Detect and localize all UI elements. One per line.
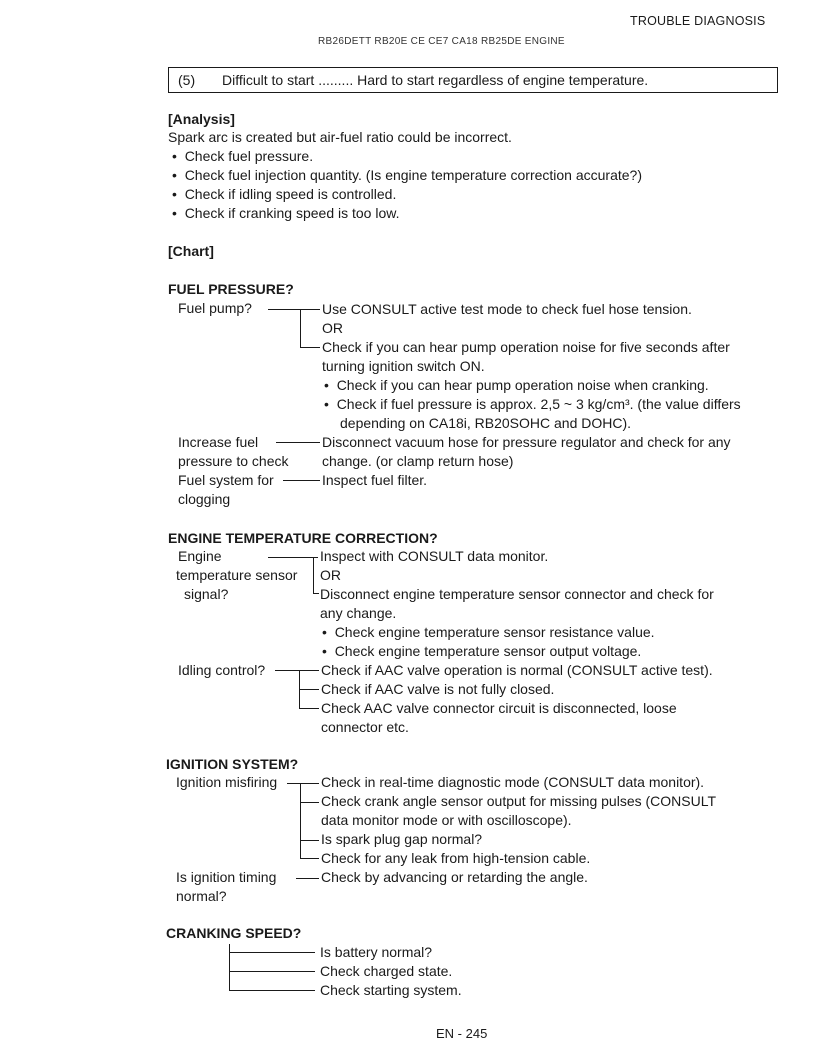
- cranking-heading: CRANKING SPEED?: [166, 925, 302, 941]
- pump-subbullet: • Check if you can hear pump operation noise when cranking.: [324, 377, 709, 393]
- pump-subbullet: • Check if fuel pressure is approx. 2,5 ~ 3 kg/cm³. (the value differs: [324, 396, 741, 412]
- page-number: EN - 245: [436, 1026, 488, 1041]
- increase-item: Disconnect vacuum hose for pressure regulator and check for any: [322, 434, 731, 450]
- increase-item: change. (or clamp return hose): [322, 453, 514, 469]
- fuel-pressure-heading: FUEL PRESSURE?: [168, 281, 294, 297]
- connector-line: [313, 593, 319, 594]
- connector-line: [299, 708, 319, 709]
- bracket-line: [229, 944, 230, 990]
- analysis-bullet: • Check if idling speed is controlled.: [172, 186, 397, 202]
- connector-line: [300, 840, 319, 841]
- connector-line: [299, 689, 319, 690]
- engine-temp-heading: ENGINE TEMPERATURE CORRECTION?: [168, 530, 438, 546]
- system-label: clogging: [178, 491, 231, 507]
- cranking-item: Is battery normal?: [320, 944, 433, 960]
- ignition-heading: IGNITION SYSTEM?: [166, 756, 299, 772]
- pump-item: turning ignition switch ON.: [322, 358, 485, 374]
- misfire-label: Ignition misfiring: [176, 774, 278, 790]
- connector-line: [296, 878, 319, 879]
- system-item: Inspect fuel filter.: [322, 472, 428, 488]
- pump-item: Use CONSULT active test mode to check fuel hose tension.: [322, 301, 692, 317]
- sensor-label: temperature sensor: [176, 567, 298, 583]
- idle-item: connector etc.: [321, 719, 409, 735]
- subbullet-text: Check engine temperature sensor resistance value.: [334, 624, 655, 640]
- pump-or: OR: [322, 320, 343, 336]
- connector-line: [229, 971, 315, 972]
- increase-label: Increase fuel: [178, 434, 259, 450]
- connector-line: [300, 858, 319, 859]
- misfire-item: Check in real-time diagnostic mode (CONSULT data monitor).: [321, 774, 705, 790]
- analysis-bullet: • Check fuel pressure.: [172, 148, 314, 164]
- connector-line: [287, 783, 319, 784]
- increase-label: pressure to check: [178, 453, 289, 469]
- timing-label: normal?: [176, 888, 227, 904]
- connector-line: [275, 670, 319, 671]
- bullet-text: Check if idling speed is controlled.: [184, 186, 397, 202]
- cranking-item: Check starting system.: [320, 982, 462, 998]
- connector-line: [300, 347, 320, 348]
- connector-line: [229, 990, 315, 991]
- connector-line: [283, 480, 320, 481]
- analysis-bullet: • Check fuel injection quantity. (Is engine temperature correction accurate?): [172, 167, 642, 183]
- bullet-text: Check fuel injection quantity. (Is engine temperature correction accurate?): [184, 167, 642, 183]
- chart-heading: [Chart]: [168, 243, 214, 259]
- sensor-subbullet: • Check engine temperature sensor resistance value.: [322, 624, 655, 640]
- sensor-item: Disconnect engine temperature sensor connector and check for: [320, 586, 714, 602]
- bullet-text: Check fuel pressure.: [184, 148, 314, 164]
- connector-line: [229, 952, 315, 953]
- bracket-line: [300, 309, 301, 348]
- subbullet-text: Check if you can hear pump operation noise when cranking.: [336, 377, 709, 393]
- bullet-text: Check if cranking speed is too low.: [184, 205, 400, 221]
- system-label: Fuel system for: [178, 472, 274, 488]
- idle-item: Check if AAC valve operation is normal (CONSULT active test).: [321, 662, 713, 678]
- bracket-line: [300, 783, 301, 859]
- analysis-intro: Spark arc is created but air-fuel ratio could be incorrect.: [168, 129, 512, 145]
- subbullet-text: Check if fuel pressure is approx. 2,5 ~ 3 kg/cm³. (the value differs: [336, 396, 741, 412]
- analysis-bullet: • Check if cranking speed is too low.: [172, 205, 400, 221]
- sensor-subbullet: • Check engine temperature sensor output voltage.: [322, 643, 642, 659]
- timing-label: Is ignition timing: [176, 869, 277, 885]
- connector-line: [268, 309, 320, 310]
- connector-line: [300, 802, 319, 803]
- idle-item: Check if AAC valve is not fully closed.: [321, 681, 555, 697]
- connector-line: [268, 557, 318, 558]
- fuel-pump-label: Fuel pump?: [178, 300, 252, 316]
- section-title: TROUBLE DIAGNOSIS: [630, 14, 766, 28]
- subbullet-text: Check engine temperature sensor output voltage.: [334, 643, 642, 659]
- engine-line: RB26DETT RB20E CE CE7 CA18 RB25DE ENGINE: [318, 36, 565, 47]
- sensor-label: Engine: [178, 548, 222, 564]
- sensor-item: any change.: [320, 605, 397, 621]
- symptom-number: (5): [178, 72, 196, 88]
- idle-item: Check AAC valve connector circuit is disconnected, loose: [321, 700, 677, 716]
- timing-item: Check by advancing or retarding the angle.: [321, 869, 588, 885]
- misfire-item: Check for any leak from high-tension cable.: [321, 850, 591, 866]
- sensor-label: signal?: [184, 586, 229, 602]
- misfire-item: data monitor mode or with oscilloscope).: [321, 812, 572, 828]
- pump-item: depending on CA18i, RB20SOHC and DOHC).: [340, 415, 632, 431]
- analysis-heading: [Analysis]: [168, 111, 235, 127]
- bracket-line: [313, 557, 314, 594]
- idle-label: Idling control?: [178, 662, 266, 678]
- connector-line: [276, 442, 320, 443]
- misfire-item: Check crank angle sensor output for missing pulses (CONSULT: [321, 793, 717, 809]
- cranking-item: Check charged state.: [320, 963, 453, 979]
- symptom-text: Difficult to start ......... Hard to start regardless of engine temperature.: [222, 72, 649, 88]
- sensor-or: OR: [320, 567, 341, 583]
- sensor-item: Inspect with CONSULT data monitor.: [320, 548, 549, 564]
- pump-item: Check if you can hear pump operation noise for five seconds after: [322, 339, 730, 355]
- misfire-item: Is spark plug gap normal?: [321, 831, 483, 847]
